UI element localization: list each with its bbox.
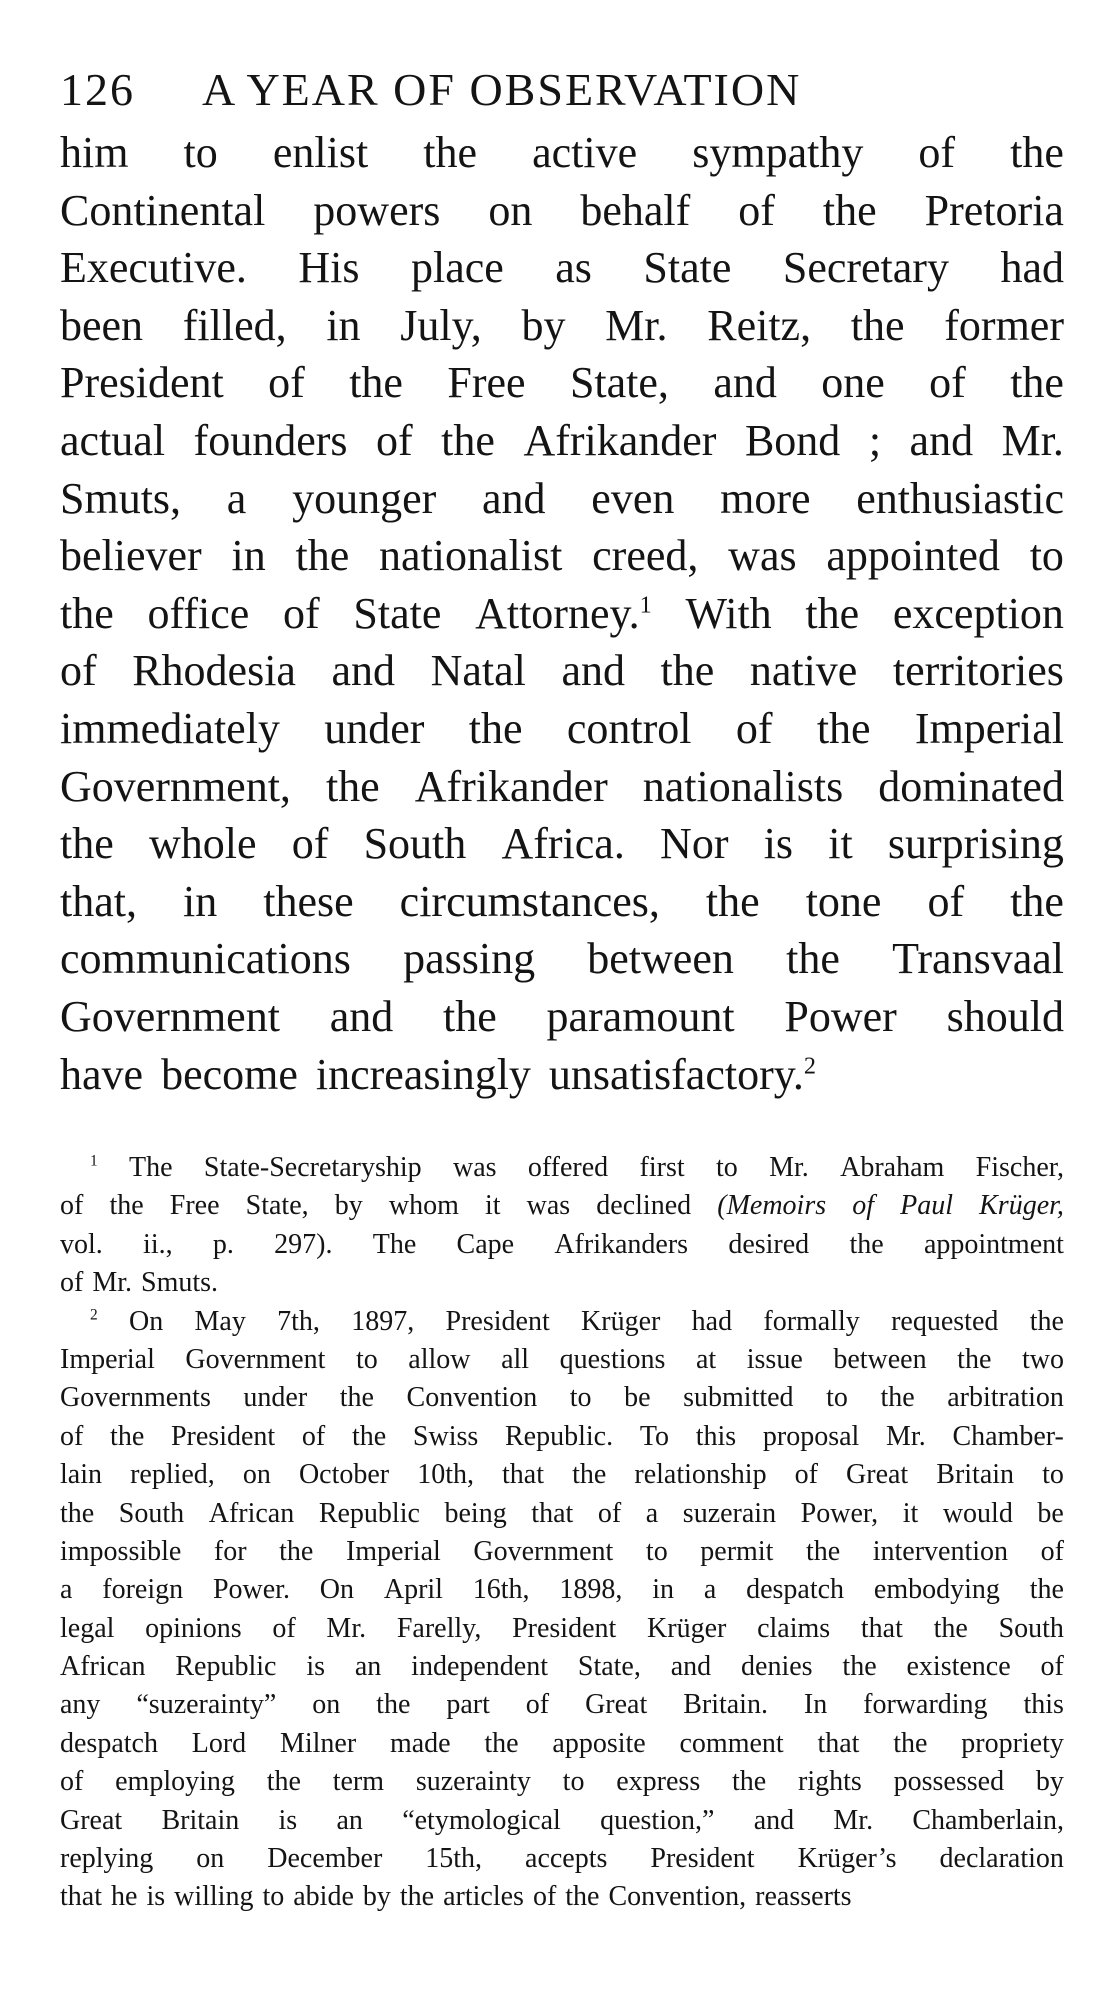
footnote-line: despatch Lord Milner made the apposite comment that the propriety — [60, 1727, 1064, 1759]
body-line: communications passing between the Transvaal — [60, 934, 1064, 984]
footnote-line: of Mr. Smuts. — [60, 1267, 219, 1299]
body-line: believer in the nationalist creed, was appointed to — [60, 531, 1064, 581]
footnote-line: $^1$ The State-Secretaryship was offered first to Mr. Abraham Fischer, — [90, 1152, 1064, 1183]
body-line: actual founders of the Afrikander Bond ; and Mr. — [60, 415, 1064, 465]
body-line: Executive. His place as State Secretary had — [60, 243, 1064, 293]
footnote-line: African Republic is an independent State, and denies the existence of — [60, 1651, 1064, 1683]
footnotes — [60, 1149, 1064, 1917]
footnote-line: vol. ii., p. 297). The Cape Afrikanders desired the appointment — [60, 1228, 1064, 1260]
footnote-line: $^2$ On May 7th, 1897, President Krüger had formally requested the — [90, 1305, 1064, 1337]
body-line: the whole of South Africa. Nor is it surprising — [60, 819, 1064, 869]
footnote-line: Governments under the Convention to be submitted to the arbitration — [60, 1382, 1064, 1414]
body-line: Government, the Afrikander nationalists dominated — [60, 761, 1064, 811]
body-line: the office of State Attorney.$^1$ With the exception — [60, 588, 1064, 638]
page-number: 126 — [60, 64, 135, 115]
body-line: immediately under the control of the Imperial — [60, 703, 1064, 753]
body-line: President of the Free State, and one of the — [60, 358, 1064, 408]
footnote-line: the South African Republic being that of a suzerain Power, it would be — [60, 1497, 1064, 1529]
footnote-line: legal opinions of Mr. Farelly, President Krüger claims that the South — [60, 1612, 1064, 1644]
footnote-line: impossible for the Imperial Government to permit the intervention of — [60, 1535, 1064, 1567]
footnote-line: a foreign Power. On April 16th, 1898, in a despatch embodying the — [60, 1574, 1064, 1606]
footnote-line: of the Free State, by whom it was declined (Memoirs of Paul Krüger, — [60, 1190, 1064, 1222]
body-line: that, in these circumstances, the tone of the — [60, 876, 1064, 926]
footnote-line: Great Britain is an “etymological question,” and Mr. Chamberlain, — [60, 1804, 1064, 1836]
footnote-line: that he is willing to abide by the articles of the Convention, reasserts — [60, 1881, 852, 1913]
body-line: Smuts, a younger and even more enthusiastic — [60, 473, 1064, 523]
body-line: Government and the paramount Power should — [60, 991, 1064, 1041]
body-line: Continental powers on behalf of the Pretoria — [60, 185, 1064, 235]
running-title: A YEAR OF OBSERVATION — [201, 64, 802, 115]
footnote-line: of the President of the Swiss Republic. To this proposal Mr. Chamber- — [60, 1420, 1064, 1452]
footnote-line: Imperial Government to allow all questions at issue between the two — [60, 1343, 1064, 1375]
footnote-line: any “suzerainty” on the part of Great Britain. In forwarding this — [60, 1689, 1064, 1721]
body-line: have become increasingly unsatisfactory.$^2$ — [60, 1049, 816, 1099]
footnote-line: replying on December 15th, accepts President Krüger’s declaration — [60, 1843, 1064, 1875]
running-head — [60, 60, 1060, 120]
footnote-line: lain replied, on October 10th, that the relationship of Great Britain to — [60, 1459, 1064, 1491]
body-text — [60, 124, 1064, 1103]
body-line: been filled, in July, by Mr. Reitz, the former — [60, 300, 1064, 350]
body-line: of Rhodesia and Natal and the native territories — [60, 646, 1064, 696]
footnote-line: of employing the term suzerainty to express the rights possessed by — [60, 1766, 1064, 1798]
body-line: him to enlist the active sympathy of the — [60, 128, 1064, 177]
